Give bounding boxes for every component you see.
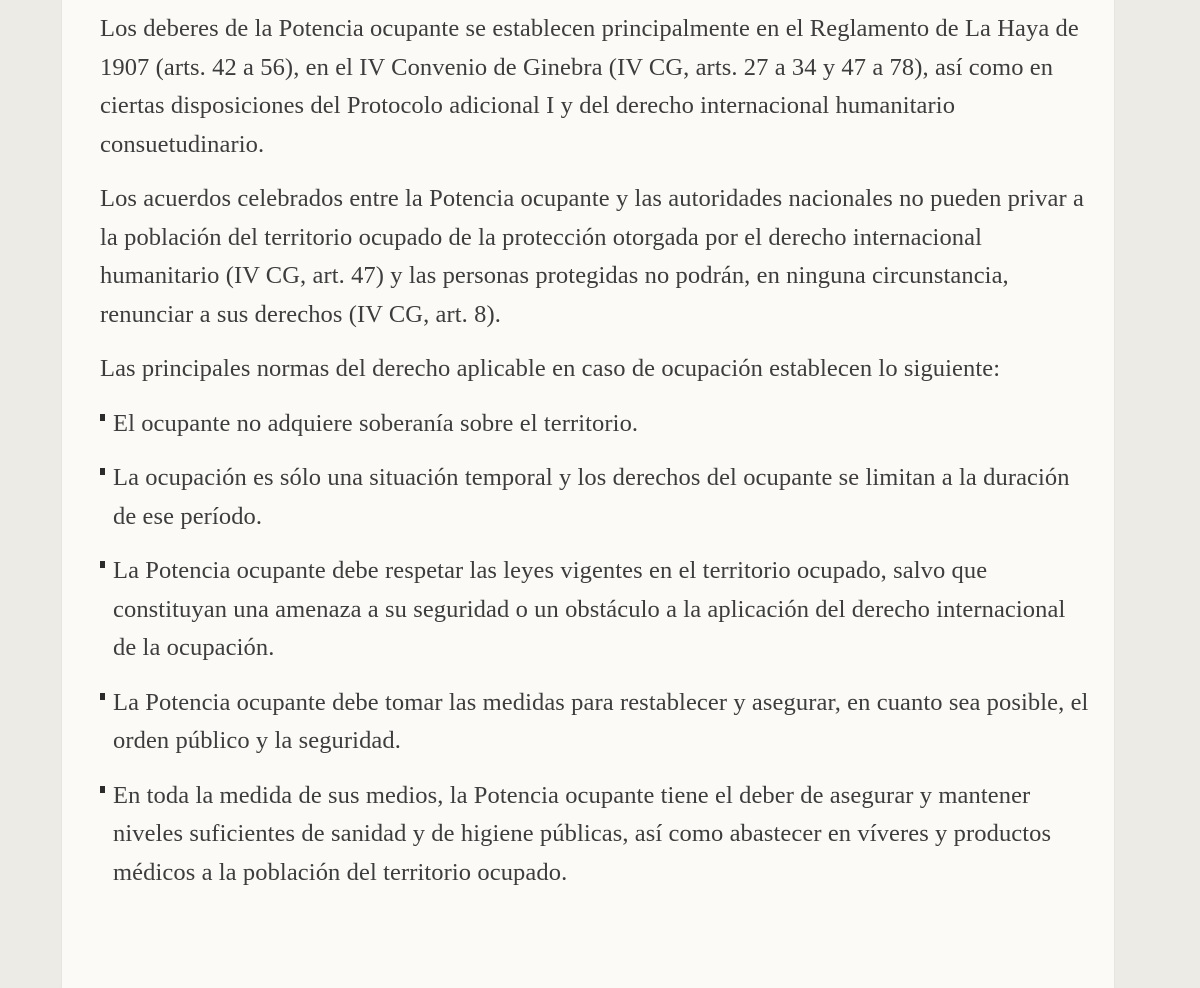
list-item-text: La ocupación es sólo una situación temporal y los derechos del ocupante se limitan a la duración de ese período. xyxy=(113,464,1070,530)
list-item xyxy=(100,405,1090,444)
list-item-text: La Potencia ocupante debe tomar las medidas para restablecer y asegurar, en cuanto sea posible, el orden público y la seguridad. xyxy=(113,688,1089,754)
list-item xyxy=(100,777,1090,893)
list-item xyxy=(100,552,1090,668)
bullet-icon xyxy=(100,414,105,421)
bullet-icon xyxy=(100,468,105,475)
list-item-text: El ocupante no adquiere soberanía sobre el territorio. xyxy=(113,409,639,437)
list-item xyxy=(100,459,1090,536)
rules-list xyxy=(100,405,1090,893)
bullet-icon xyxy=(100,561,105,568)
bullet-icon xyxy=(100,786,105,793)
paragraph-acuerdos: Los acuerdos celebrados entre la Potencia ocupante y las autoridades nacionales no pueden privar a la población del territorio ocupado de la protección otorgada por el derecho internacional humanitario (IV CG, art. 47) y las personas protegidas no podrán, en ninguna circunstancia, renunciar a sus derechos (IV CG, art. 8). xyxy=(100,185,1084,328)
document-content xyxy=(100,10,1090,908)
list-item-text: La Potencia ocupante debe respetar las leyes vigentes en el territorio ocupado, salvo que constituyan una amenaza a su seguridad o un obstáculo a la aplicación del derecho internacional de la ocupación. xyxy=(113,557,1066,661)
list-item xyxy=(100,684,1090,761)
paragraph-deberes: Los deberes de la Potencia ocupante se establecen principalmente en el Reglamento de La Haya de 1907 (arts. 42 a 56), en el IV Convenio de Ginebra (IV CG, arts. 27 a 34 y 47 a 78), así como en ciertas disposiciones del Protocolo adicional I y del derecho internacional humanitario consuetudinario. xyxy=(100,15,1079,158)
paragraph-normas-intro: Las principales normas del derecho aplicable en caso de ocupación establecen lo siguiente: xyxy=(100,355,1001,382)
document-page xyxy=(62,0,1114,988)
list-item-text: En toda la medida de sus medios, la Potencia ocupante tiene el deber de asegurar y mantener niveles suficientes de sanidad y de higiene públicas, así como abastecer en víveres y productos médicos a la población del territorio ocupado. xyxy=(113,781,1052,886)
bullet-icon xyxy=(100,693,105,700)
